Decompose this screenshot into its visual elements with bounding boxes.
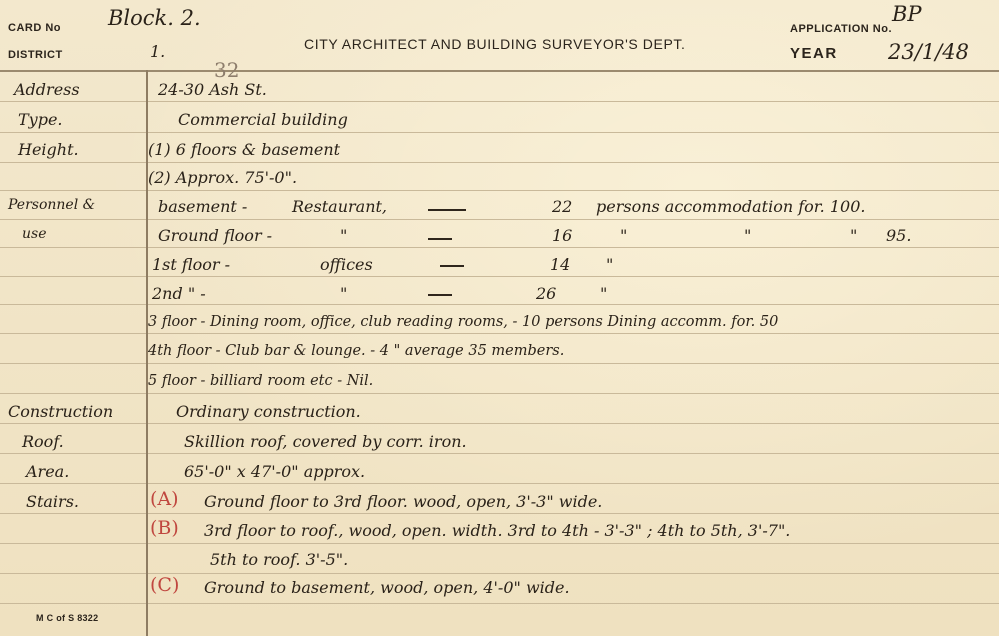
ditto-mark: " xyxy=(600,284,608,303)
type-label: Type. xyxy=(18,110,63,129)
personnel-floor: 1st floor - xyxy=(152,255,230,274)
personnel-use: offices xyxy=(320,255,373,274)
stair-mark-c: (C) xyxy=(150,574,180,596)
construction-label: Construction xyxy=(8,402,114,421)
form-code: M C of S 8322 xyxy=(36,613,99,623)
height-label: Height. xyxy=(18,140,79,159)
personnel-floor: 2nd " - xyxy=(152,284,206,303)
dash-mark xyxy=(428,294,452,296)
ruled-line xyxy=(0,453,999,454)
height-value-1: (1) 6 floors & basement xyxy=(148,140,341,159)
personnel-use: " xyxy=(340,226,348,245)
card-no-label: CARD No xyxy=(8,22,61,34)
type-value: Commercial building xyxy=(178,110,348,129)
personnel-use: " xyxy=(340,284,348,303)
application-label: APPLICATION No. xyxy=(790,23,893,35)
ruled-line xyxy=(0,513,999,514)
address-label: Address xyxy=(14,80,80,99)
roof-value: Skillion roof, covered by corr. iron. xyxy=(184,432,467,451)
ruled-line xyxy=(0,393,999,394)
dash-mark xyxy=(440,265,464,267)
district-label: DISTRICT xyxy=(8,49,63,61)
height-value-2: (2) Approx. 75'-0". xyxy=(148,168,298,187)
ruled-line xyxy=(0,483,999,484)
area-value: 65'-0" x 47'-0" approx. xyxy=(184,462,366,481)
ditto-mark: " xyxy=(606,255,614,274)
card-no-value: Block. 2. xyxy=(108,6,201,30)
stair-b-text: 3rd floor to roof., wood, open. width. 3rd to 4th - 3'-3" ; 4th to 5th, 3'-7". xyxy=(204,521,791,540)
address-correction: 32 xyxy=(214,58,240,82)
ruled-line xyxy=(0,276,999,277)
floor-line-3: 3 floor - Dining room, office, club reading rooms, - 10 persons Dining accomm. for. 50 xyxy=(148,314,779,330)
header-rule xyxy=(0,70,999,72)
stairs-label: Stairs. xyxy=(26,492,79,511)
personnel-count: 14 xyxy=(550,255,571,274)
ruled-line xyxy=(0,101,999,102)
dash-mark xyxy=(428,238,452,240)
personnel-count: 26 xyxy=(536,284,557,303)
ruled-line xyxy=(0,603,999,604)
stair-c-text: Ground to basement, wood, open, 4'-0" wide. xyxy=(204,578,570,597)
ruled-line xyxy=(0,423,999,424)
ruled-line xyxy=(0,190,999,191)
stair-mark-a: (A) xyxy=(150,488,179,510)
area-label: Area. xyxy=(26,462,70,481)
personnel-use: Restaurant, xyxy=(292,197,388,216)
personnel-floor: Ground floor - xyxy=(158,226,273,245)
floor-line-5: 5 floor - billiard room etc - Nil. xyxy=(148,373,374,389)
stair-a-text: Ground floor to 3rd floor. wood, open, 3'-3" wide. xyxy=(204,492,603,511)
use-label: use xyxy=(22,226,47,242)
department-title: CITY ARCHITECT AND BUILDING SURVEYOR'S DEPT. xyxy=(304,36,686,52)
personnel-floor: basement - xyxy=(158,197,248,216)
ruled-line xyxy=(0,304,999,305)
ditto-mark: " xyxy=(620,226,628,245)
ditto-mark: " xyxy=(850,226,858,245)
ruled-line xyxy=(0,247,999,248)
ruled-line xyxy=(0,333,999,334)
year-label: YEAR xyxy=(790,45,838,62)
floor-line-4: 4th floor - Club bar & lounge. - 4 " average 35 members. xyxy=(148,343,565,359)
dash-mark xyxy=(428,209,466,211)
personnel-extra: 95. xyxy=(886,226,912,245)
construction-value: Ordinary construction. xyxy=(176,402,361,421)
roof-label: Roof. xyxy=(22,432,64,451)
personnel-count: 22 xyxy=(552,197,573,216)
address-value: 24-30 Ash St. xyxy=(158,80,267,99)
application-value: BP xyxy=(892,2,922,26)
ditto-mark: " xyxy=(744,226,752,245)
ruled-line xyxy=(0,543,999,544)
ruled-line xyxy=(0,219,999,220)
personnel-note: persons accommodation for. 100. xyxy=(596,197,866,216)
personnel-count: 16 xyxy=(552,226,573,245)
stair-mark-b: (B) xyxy=(150,517,179,539)
district-value: 1. xyxy=(150,42,166,61)
ruled-line xyxy=(0,363,999,364)
year-value: 23/1/48 xyxy=(888,40,969,64)
stair-b-continued: 5th to roof. 3'-5". xyxy=(210,550,349,569)
personnel-label: Personnel & xyxy=(8,197,96,213)
ruled-line xyxy=(0,132,999,133)
ruled-line xyxy=(0,162,999,163)
